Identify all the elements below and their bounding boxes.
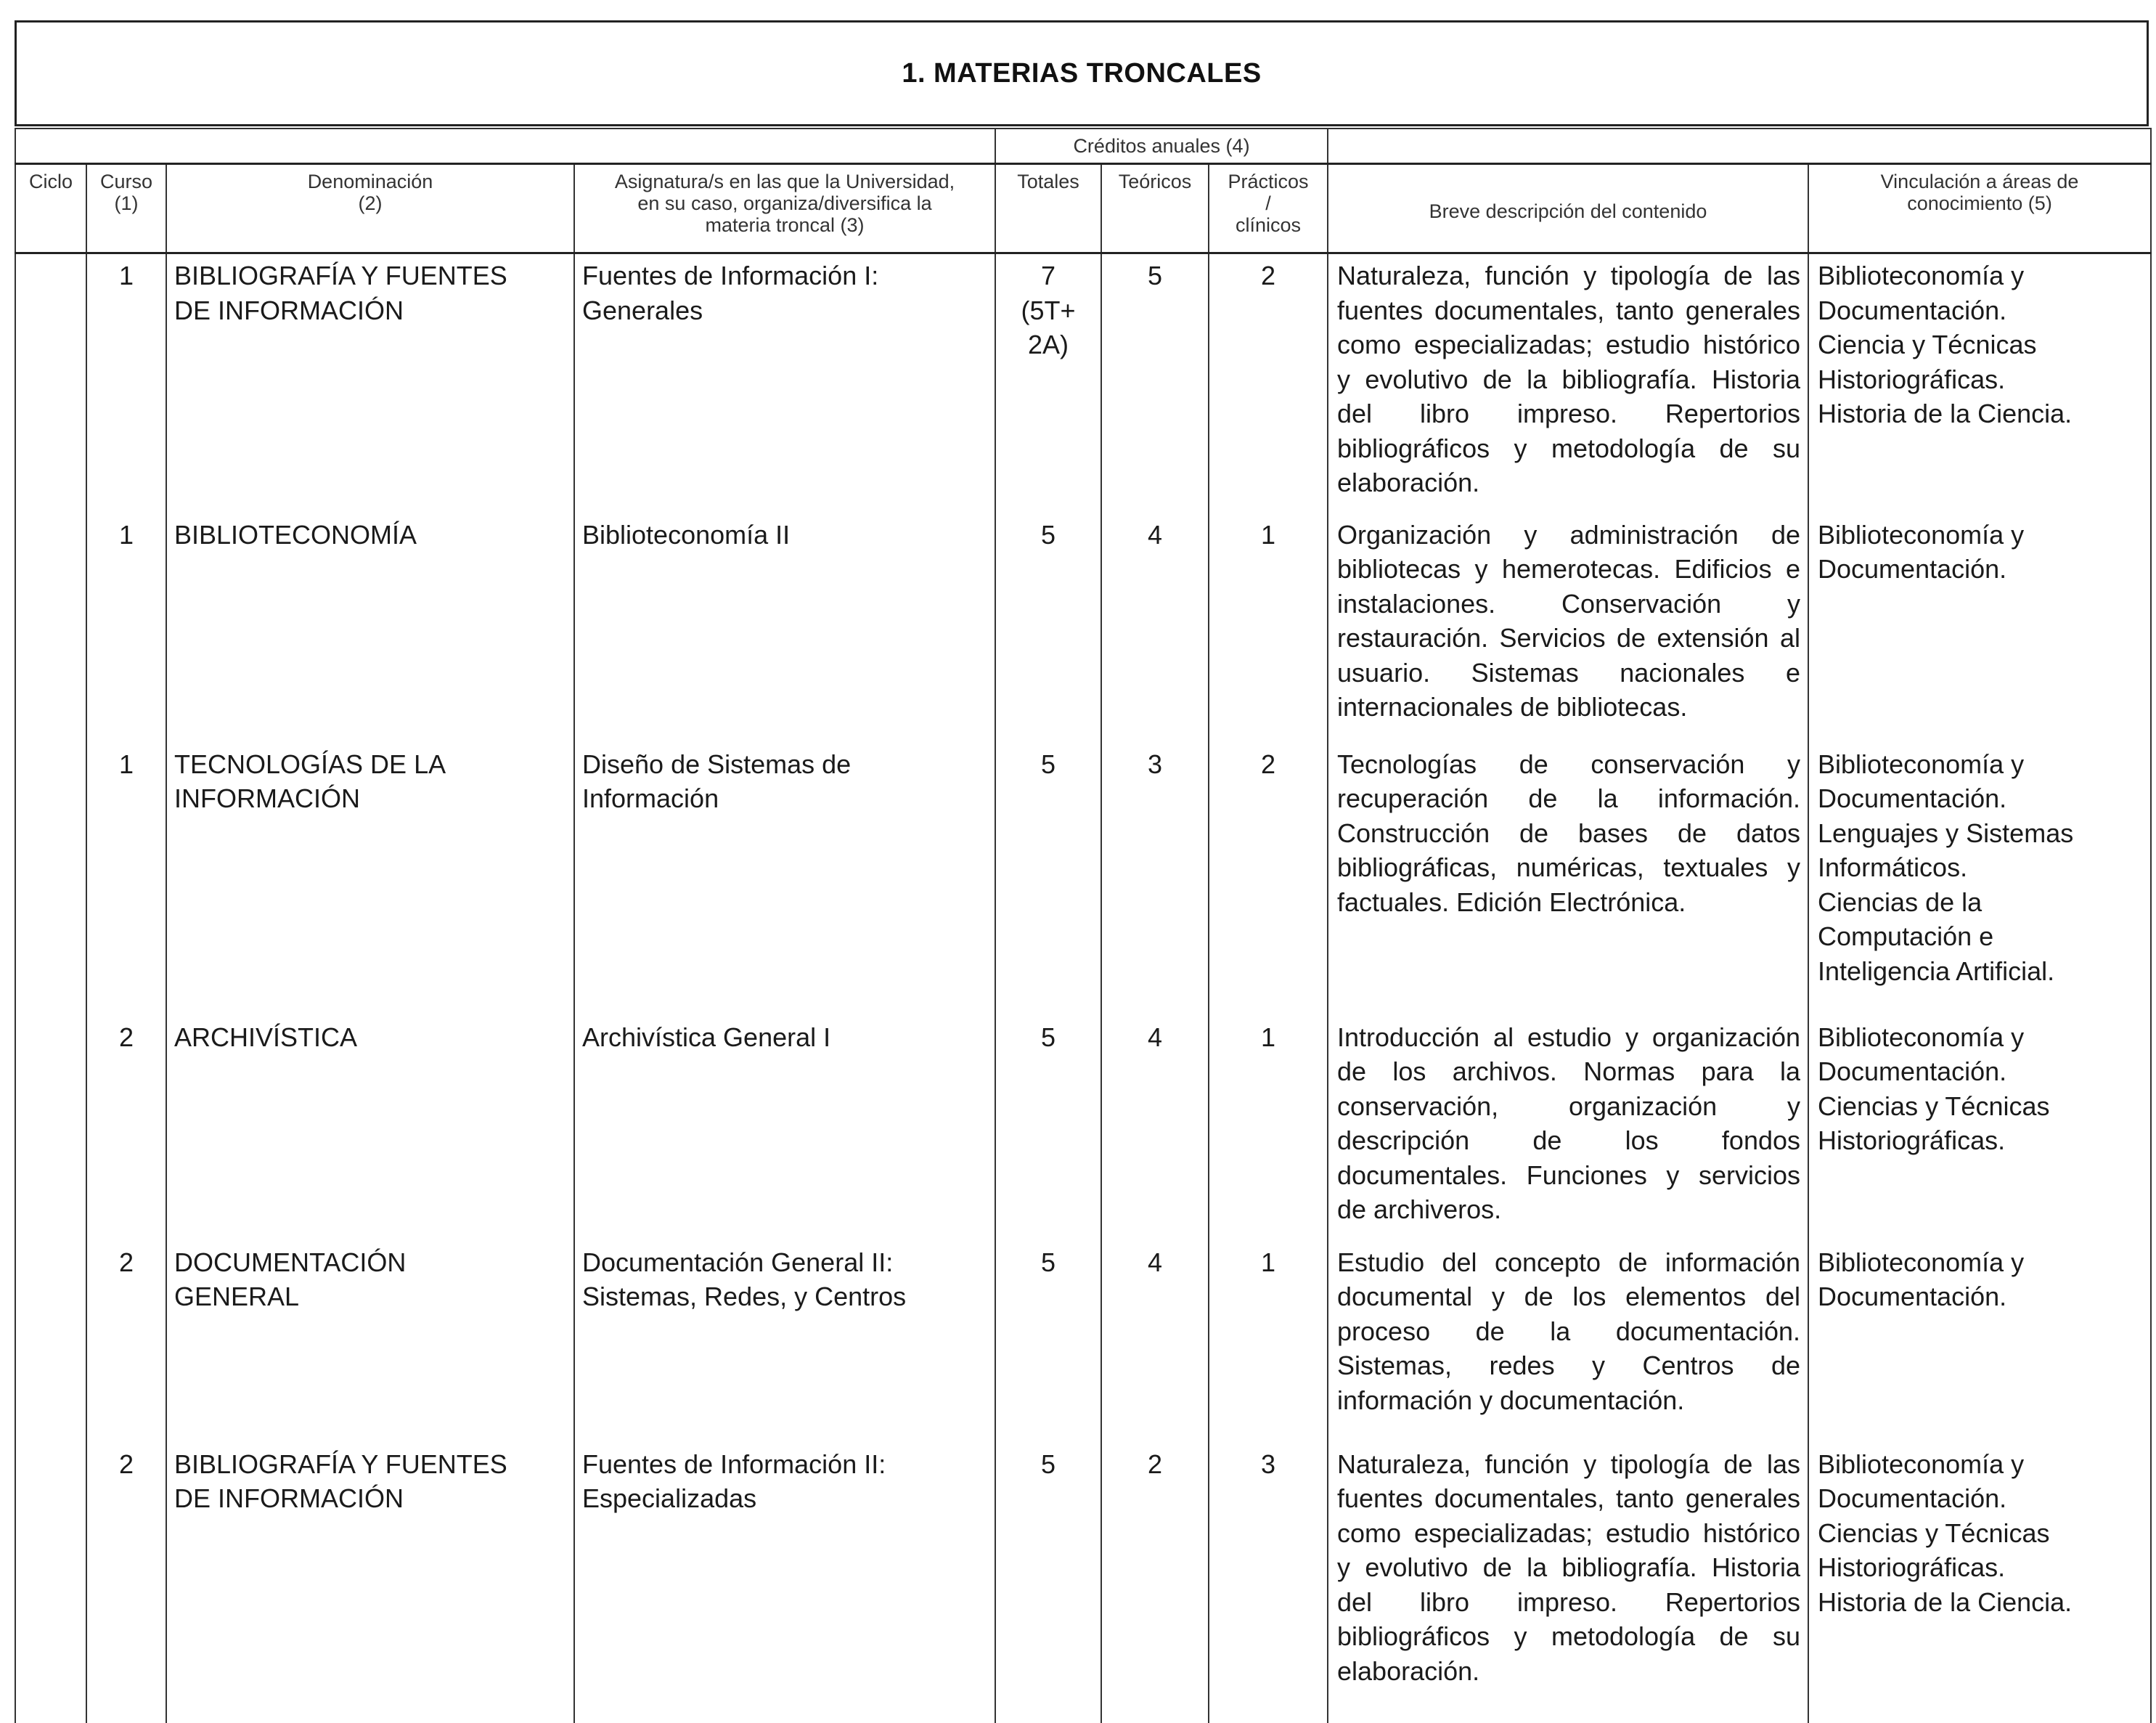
cell-vinculacion: Biblioteconomía y Documentación. Ciencias y Técnicas Historiográficas. Historia de la Ciencia. [1808,1443,2151,1723]
cell-ciclo [15,1241,86,1443]
cell-totales: 5 [995,743,1101,1016]
cell-ciclo [15,513,86,743]
table-row [15,253,2151,513]
header-creditos: Créditos anuales (4) [995,129,1328,164]
cell-denominacion: ARCHIVÍSTICA [166,1016,574,1241]
cell-totales: 7 (5T+ 2A) [995,253,1101,513]
cell-totales: 5 [995,1443,1101,1723]
cell-descripcion: Introducción al estudio y organización de los archivos. Normas para la conservación, organización y descripción de los fondos documentales. Funciones y servicios de archiveros. [1328,1016,1808,1241]
cell-asignatura: Biblioteconomía II [574,513,995,743]
header-blank-right [1328,129,2151,164]
cell-curso: 2 [86,1241,166,1443]
header-practicos: Prácticos / clínicos [1209,164,1328,253]
cell-vinculacion: Biblioteconomía y Documentación. Lenguajes y Sistemas Informáticos. Ciencias de la Computación e Inteligencia Artificial. [1808,743,2151,1016]
cell-practicos: 1 [1209,513,1328,743]
cell-asignatura: Fuentes de Información I: Generales [574,253,995,513]
header-teoricos: Teóricos [1101,164,1209,253]
header-vinculacion: Vinculación a áreas de conocimiento (5) [1808,164,2151,253]
table-row [15,1241,2151,1443]
header-blank-left [15,129,995,164]
cell-teoricos: 4 [1101,1016,1209,1241]
cell-curso: 1 [86,253,166,513]
cell-asignatura: Documentación General II: Sistemas, Redes, y Centros [574,1241,995,1443]
cell-teoricos: 4 [1101,1241,1209,1443]
header-totales: Totales [995,164,1101,253]
cell-teoricos: 2 [1101,1443,1209,1723]
cell-practicos: 1 [1209,1241,1328,1443]
cell-asignatura: Fuentes de Información II: Especializadas [574,1443,995,1723]
cell-totales: 5 [995,513,1101,743]
cell-descripcion: Naturaleza, función y tipología de las fuentes documentales, tanto generales como especializadas; estudio histórico y evolutivo de la bibliografía. Historia del libro impreso. Repertorios bibliográficos y metodología de su elaboración. [1328,1443,1808,1723]
cell-descripcion: Tecnologías de conservación y recuperación de la información. Construcción de bases de datos bibliográficas, numéricas, textuales y factuales. Edición Electrónica. [1328,743,1808,1016]
document-page [15,20,2150,1705]
cell-vinculacion: Biblioteconomía y Documentación. Ciencias y Técnicas Historiográficas. [1808,1016,2151,1241]
cell-descripcion: Naturaleza, función y tipología de las fuentes documentales, tanto generales como especializadas; estudio histórico y evolutivo de la bibliografía. Historia del libro impreso. Repertorios bibliográficos y metodología de su elaboración. [1328,253,1808,513]
cell-teoricos: 3 [1101,743,1209,1016]
table-row [15,513,2151,743]
cell-ciclo [15,1443,86,1723]
cell-teoricos: 5 [1101,253,1209,513]
header-asignatura: Asignatura/s en las que la Universidad, en su caso, organiza/diversifica la materia troncal (3) [574,164,995,253]
cell-vinculacion: Biblioteconomía y Documentación. [1808,513,2151,743]
cell-teoricos: 4 [1101,513,1209,743]
cell-vinculacion: Biblioteconomía y Documentación. Ciencia y Técnicas Historiográficas. Historia de la Ciencia. [1808,253,2151,513]
cell-practicos: 2 [1209,743,1328,1016]
cell-vinculacion: Biblioteconomía y Documentación. [1808,1241,2151,1443]
cell-totales: 5 [995,1241,1101,1443]
cell-denominacion: BIBLIOGRAFÍA Y FUENTES DE INFORMACIÓN [166,1443,574,1723]
table-row [15,1016,2151,1241]
cell-practicos: 2 [1209,253,1328,513]
cell-curso: 1 [86,513,166,743]
cell-asignatura: Archivística General I [574,1016,995,1241]
cell-ciclo [15,253,86,513]
cell-practicos: 3 [1209,1443,1328,1723]
table-row [15,1443,2151,1723]
cell-totales: 5 [995,1016,1101,1241]
page-title: 1. MATERIAS TRONCALES [15,20,2149,126]
cell-denominacion: BIBLIOTECONOMÍA [166,513,574,743]
cell-asignatura: Diseño de Sistemas de Información [574,743,995,1016]
cell-descripcion: Organización y administración de bibliotecas y hemerotecas. Edificios e instalaciones. Conservación y restauración. Servicios de extensión al usuario. Sistemas nacionales e internacionales de bibliotecas. [1328,513,1808,743]
cell-denominacion: BIBLIOGRAFÍA Y FUENTES DE INFORMACIÓN [166,253,574,513]
cell-curso: 2 [86,1016,166,1241]
header-descripcion: Breve descripción del contenido [1328,164,1808,253]
cell-denominacion: DOCUMENTACIÓN GENERAL [166,1241,574,1443]
header-denominacion: Denominación (2) [166,164,574,253]
table-row [15,743,2151,1016]
cell-curso: 2 [86,1443,166,1723]
cell-descripcion: Estudio del concepto de información documental y de los elementos del proceso de la documentación. Sistemas, redes y Centros de información y documentación. [1328,1241,1808,1443]
header-ciclo: Ciclo [15,164,86,253]
cell-practicos: 1 [1209,1016,1328,1241]
cell-denominacion: TECNOLOGÍAS DE LA INFORMACIÓN [166,743,574,1016]
header-curso: Curso (1) [86,164,166,253]
cell-curso: 1 [86,743,166,1016]
materias-table [15,128,2152,1723]
cell-ciclo [15,1016,86,1241]
cell-ciclo [15,743,86,1016]
